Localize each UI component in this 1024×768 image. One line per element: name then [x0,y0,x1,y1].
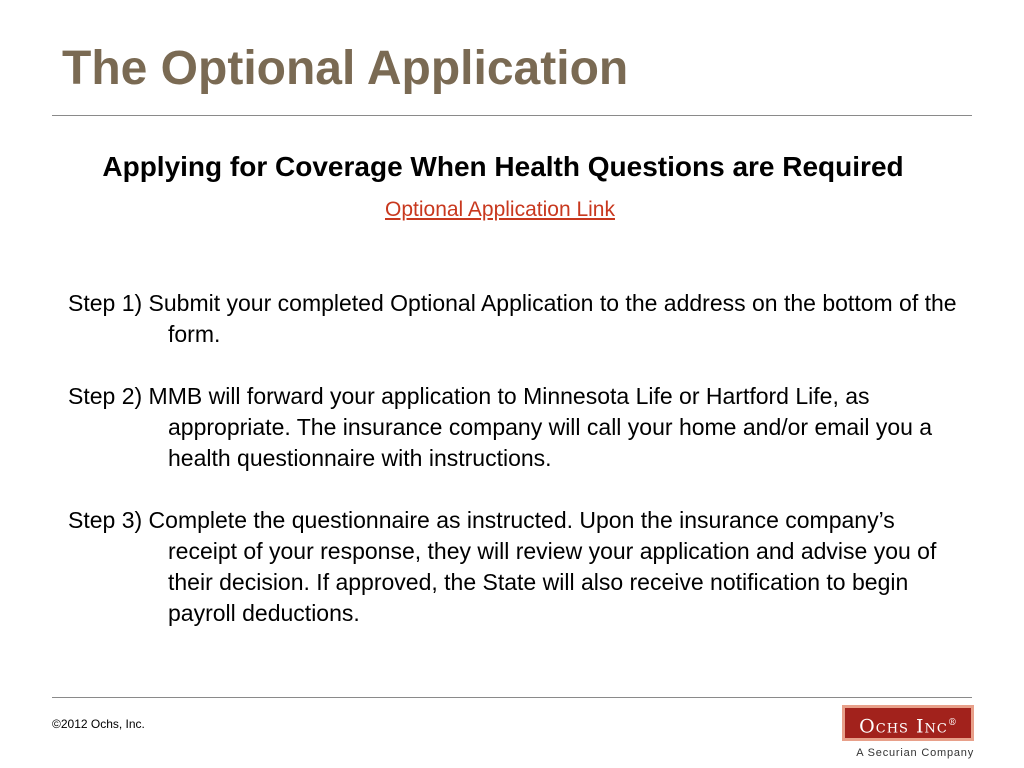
ochs-logo [842,705,974,759]
slide-title: The Optional Application [62,42,629,95]
slide-subtitle: Applying for Coverage When Health Questions are Required [102,151,904,182]
ochs-logo-box [842,705,974,741]
bottom-divider [52,697,972,698]
step-1: Step 1) Submit your completed Optional Application to the address on the bottom of the form. [68,290,957,347]
top-divider [52,115,972,116]
steps-list [68,265,968,660]
logo-tagline: A Securian Company [856,747,974,759]
registered-mark: ® [947,718,957,728]
step-3: Step 3) Complete the questionnaire as instructed. Upon the insurance company’s receipt of your response, they will review your application and advise you of their decision. If approved, the State will also receive notification to begin payroll deductions. [68,507,937,626]
copyright-text: ©2012 Ochs, Inc. [52,717,145,731]
step-2: Step 2) MMB will forward your application to Minnesota Life or Hartford Life, as appropriate. The insurance company will call your home and/or email you a health questionnaire with instructions. [68,383,933,471]
optional-application-link[interactable]: Optional Application Link [385,198,615,221]
ochs-logo-text: Ochs Inc [859,715,948,738]
